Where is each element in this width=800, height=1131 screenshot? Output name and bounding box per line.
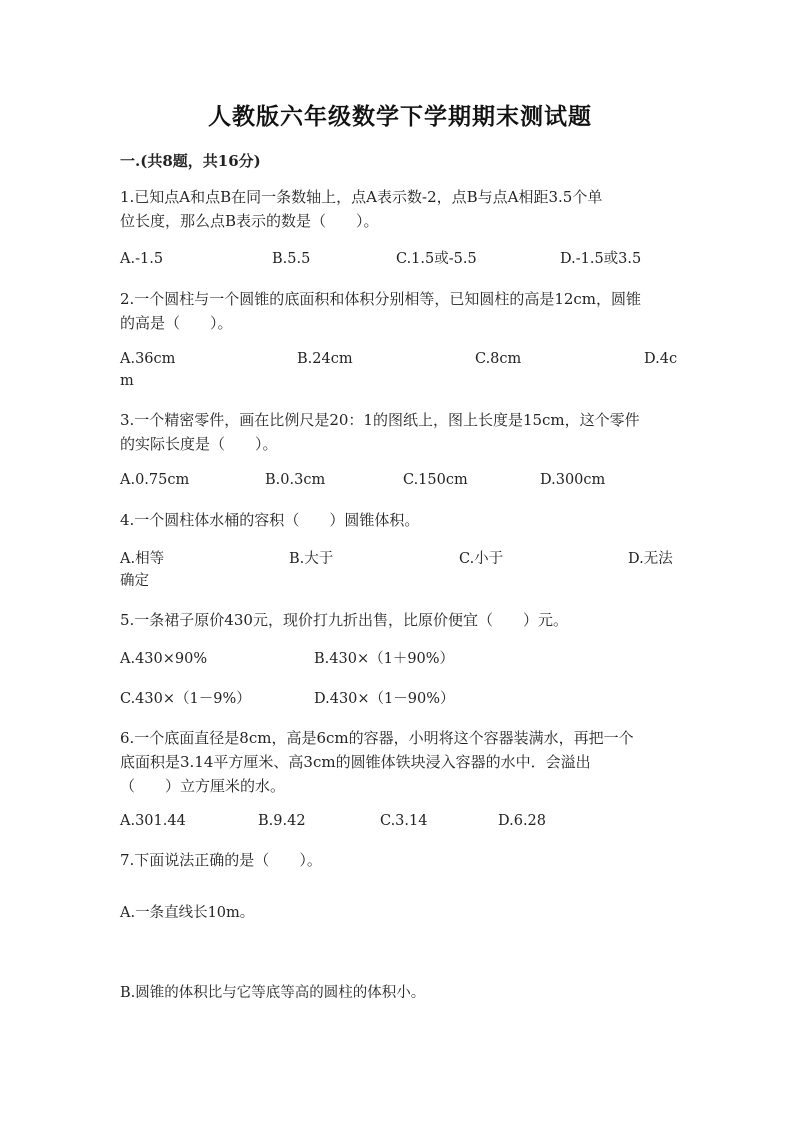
question-4-option-wrap: 确定 bbox=[120, 573, 149, 589]
question-2 bbox=[120, 287, 680, 335]
question-5-option-a: A.430×90% bbox=[120, 651, 208, 667]
question-6-option-a: A.301.44 bbox=[120, 813, 186, 829]
question-5-option-d: D.430×（1－90%） bbox=[314, 691, 455, 707]
question-1-line-2: 位长度，那么点B表示的数是（ ）。 bbox=[120, 212, 379, 230]
question-6-option-d: D.6.28 bbox=[498, 813, 547, 829]
question-1-option-d: D.-1.5或3.5 bbox=[560, 251, 642, 267]
question-7 bbox=[120, 848, 680, 872]
question-3-option-b: B.0.3cm bbox=[265, 472, 326, 488]
question-5-option-b: B.430×（1＋90%） bbox=[314, 651, 455, 667]
question-4 bbox=[120, 508, 680, 532]
question-5 bbox=[120, 608, 680, 632]
question-4-option-b: B.大于 bbox=[289, 551, 334, 567]
question-6-option-c: C.3.14 bbox=[380, 813, 428, 829]
question-6-line-2: 底面积是3.14平方厘米、高3cm的圆锥体铁块浸入容器的水中．会溢出 bbox=[120, 753, 591, 771]
question-2-option-d: D.4c bbox=[644, 351, 678, 367]
question-7-option-a: A.一条直线长10m。 bbox=[120, 905, 255, 921]
question-4-option-a: A.相等 bbox=[120, 551, 165, 567]
page-title: 人教版六年级数学下学期期末测试题 bbox=[208, 103, 592, 130]
question-2-option-c: C.8cm bbox=[475, 351, 522, 367]
question-3-option-d: D.300cm bbox=[540, 472, 606, 488]
question-4-line-1: 4.一个圆柱体水桶的容积（ ）圆锥体积。 bbox=[120, 511, 420, 529]
question-6-line-3: （ ）立方厘米的水。 bbox=[120, 777, 286, 795]
question-7-option-b: B.圆锥的体积比与它等底等高的圆柱的体积小。 bbox=[120, 985, 426, 1001]
question-6-line-1: 6.一个底面直径是8cm，高是6cm的容器，小明将这个容器装满水，再把一个 bbox=[120, 729, 634, 747]
question-1-option-c: C.1.5或-5.5 bbox=[396, 251, 477, 267]
question-1-line-1: 1.已知点A和点B在同一条数轴上，点A表示数-2，点B与点A相距3.5个单 bbox=[120, 188, 603, 206]
question-2-line-2: 的高是（ ）。 bbox=[120, 314, 233, 332]
question-2-option-wrap: m bbox=[120, 373, 134, 389]
question-4-option-c: C.小于 bbox=[459, 551, 504, 567]
question-1-option-a: A.-1.5 bbox=[120, 251, 164, 267]
question-3-option-c: C.150cm bbox=[403, 472, 468, 488]
question-1-option-b: B.5.5 bbox=[272, 251, 311, 267]
question-2-line-1: 2.一个圆柱与一个圆锥的底面积和体积分别相等，已知圆柱的高是12cm，圆锥 bbox=[120, 290, 642, 308]
question-7-line-1: 7.下面说法正确的是（ ）。 bbox=[120, 851, 322, 869]
question-3-option-a: A.0.75cm bbox=[120, 472, 190, 488]
question-3 bbox=[120, 408, 680, 456]
question-5-line-1: 5.一条裙子原价430元，现价打九折出售，比原价便宜（ ）元。 bbox=[120, 611, 568, 629]
question-4-option-d: D.无法 bbox=[628, 551, 673, 567]
question-3-line-2: 的实际长度是（ ）。 bbox=[120, 435, 278, 453]
question-5-option-c: C.430×（1－9%） bbox=[120, 691, 251, 707]
question-2-option-b: B.24cm bbox=[297, 351, 353, 367]
question-3-line-1: 3.一个精密零件，画在比例尺是20：1的图纸上，图上长度是15cm，这个零件 bbox=[120, 411, 640, 429]
section-heading: 一.(共8题，共16分) bbox=[120, 152, 261, 170]
question-6 bbox=[120, 726, 680, 798]
question-1 bbox=[120, 185, 680, 233]
question-6-option-b: B.9.42 bbox=[258, 813, 306, 829]
question-2-option-a: A.36cm bbox=[120, 351, 176, 367]
